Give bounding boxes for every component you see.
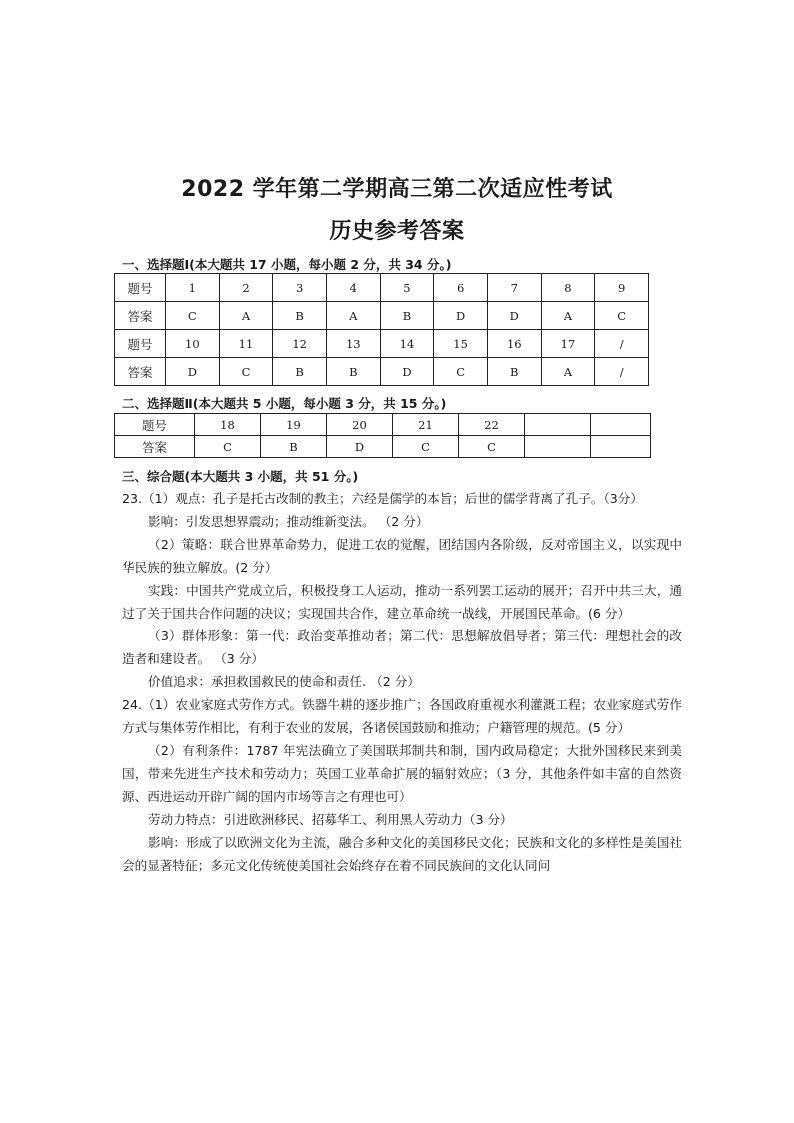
table-row [115,274,649,302]
question-number: 15 [434,330,488,358]
question-number: 8 [541,274,595,302]
answer-cell: A [541,358,595,386]
question-number: 9 [595,274,649,302]
answer-body [122,488,682,877]
question-number [525,414,591,436]
question-number: 18 [195,414,261,436]
answer-cell [591,436,651,458]
answer-cell: C [434,358,488,386]
row-label: 答案 [115,302,166,330]
row-label: 题号 [115,330,166,358]
answer-cell: C [195,436,261,458]
answer-cell: A [326,302,380,330]
question-number: 12 [273,330,327,358]
answer-cell: B [380,302,434,330]
answer-paragraph: （3）群体形象：第一代：政治变革推动者；第二代：思想解放倡导者；第三代：理想社会的改造者和建设者。 （3 分） [122,628,682,667]
answer-cell: B [261,436,327,458]
answer-cell: / [595,358,649,386]
row-label: 答案 [115,358,166,386]
question-number: 4 [326,274,380,302]
question-number: 14 [380,330,434,358]
question-number: 6 [434,274,488,302]
page-title: 2022 学年第二学期高三第二次适应性考试 [181,177,613,202]
table-row [115,358,649,386]
answer-paragraph: （2）有利条件：1787 年宪法确立了美国联邦制共和制，国内政局稳定；大批外国移民来到美国，带来先进生产技术和劳动力；英国工业革命扩展的辐射效应；（3 分，其他条件如丰富的自然资源、西进运动开辟广阔的国内市场等言之有理也可） [122,742,682,804]
table-row [115,302,649,330]
row-label: 答案 [115,436,195,458]
question-number: 13 [326,330,380,358]
answer-paragraph: 劳动力特点：引进欧洲移民、招募华工、利用黑人劳动力（3 分） [148,811,513,827]
question-number: 3 [273,274,327,302]
question-number [591,414,651,436]
table-row [115,436,651,458]
question-number: 16 [487,330,541,358]
page-subtitle: 历史参考答案 [329,219,465,244]
question-number: 11 [219,330,273,358]
answer-paragraph: 影响：引发思想界震动；推动维新变法。 （2 分） [148,513,429,529]
table-row [115,330,649,358]
question-number: 5 [380,274,434,302]
answer-paragraph: 影响：形成了以欧洲文化为主流，融合多种文化的美国移民文化；民族和文化的多样性是美国社会的显著特征；多元文化传统使美国社会始终存在着不同民族间的文化认同问 [122,834,682,873]
answer-cell: D [166,358,220,386]
answer-cell: A [541,302,595,330]
answer-cell: C [595,302,649,330]
row-label: 题号 [115,274,166,302]
question-number: 20 [327,414,393,436]
question-number: 1 [166,274,220,302]
table-row [115,414,651,436]
answer-cell: D [434,302,488,330]
answer-paragraph: 24.（1）农业家庭式劳作方式。铁器牛耕的逐步推广；各国政府重视水利灌溉工程；农业家庭式劳作方式与集体劳作相比，有利于农业的发展，各诸侯国鼓励和推动；户籍管理的规范。(5 分） [122,697,682,736]
section3-heading: 三、综合题(本大题共 3 小题，共 51 分。) [122,469,359,484]
answer-paragraph: 实践：中国共产党成立后，积极投身工人运动，推动一系列罢工运动的展开；召开中共三大，通过了关于国共合作问题的决议；实现国共合作，建立革命统一战线，开展国民革命。(6 分） [122,582,682,621]
answer-cell: C [393,436,459,458]
choice-table-1 [114,273,649,386]
answer-cell: B [273,358,327,386]
question-number: 10 [166,330,220,358]
answer-cell: D [487,302,541,330]
section2-heading: 二、选择题Ⅱ(本大题共 5 小题，每小题 3 分，共 15 分。) [122,396,447,411]
answer-cell: C [459,436,525,458]
answer-paragraph: 23.（1）观点：孔子是托古改制的教主；六经是儒学的本旨；后世的儒学背离了孔子。（3分） [122,491,643,506]
answer-cell: B [326,358,380,386]
question-number: 7 [487,274,541,302]
question-number: 17 [541,330,595,358]
answer-paragraph: 价值追求：承担救国救民的使命和责任. （2 分） [148,674,420,690]
answer-cell: A [219,302,273,330]
answer-cell: B [487,358,541,386]
answer-paragraph: （2）策略：联合世界革命势力，促进工农的觉醒，团结国内各阶级，反对帝国主义，以实现中华民族的独立解放。(2 分） [122,536,682,575]
question-number: / [595,330,649,358]
question-number: 19 [261,414,327,436]
question-number: 21 [393,414,459,436]
question-number: 2 [219,274,273,302]
answer-cell: C [166,302,220,330]
choice-table-2 [114,413,651,458]
answer-cell: D [380,358,434,386]
answer-cell [525,436,591,458]
row-label: 题号 [115,414,195,436]
section1-heading: 一、选择题Ⅰ(本大题共 17 小题，每小题 2 分，共 34 分。) [122,257,452,272]
answer-cell: C [219,358,273,386]
answer-cell: D [327,436,393,458]
question-number: 22 [459,414,525,436]
answer-cell: B [273,302,327,330]
